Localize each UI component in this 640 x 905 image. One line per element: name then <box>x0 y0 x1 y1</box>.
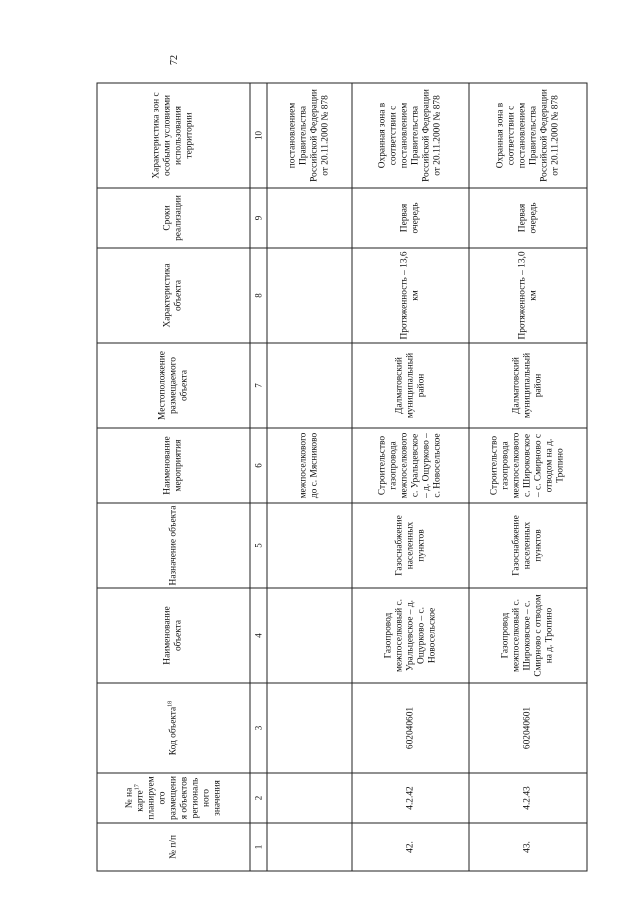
cell-map-number: 4.2.42 <box>352 773 469 823</box>
cell-purpose: Газоснабжение населенных пунктов <box>469 503 587 588</box>
cell-map-number <box>267 773 352 823</box>
column-number: 10 <box>250 83 267 188</box>
cell-location: Далматовский муниципальный район <box>469 343 587 428</box>
column-number: 4 <box>250 588 267 683</box>
cell-number: 42. <box>352 823 469 871</box>
cell-code <box>267 683 352 773</box>
column-number: 2 <box>250 773 267 823</box>
header-cell-3: Код объекта$^{18}$ <box>97 683 250 773</box>
cell-term <box>267 188 352 248</box>
column-number: 6 <box>250 428 267 503</box>
cell-location <box>267 343 352 428</box>
objects-table <box>97 83 588 872</box>
cell-name: Газопровод межпоселковый с. Уральцевское – д. Ощурково – с. Новосельское <box>352 588 469 683</box>
cell-code: 602040601 <box>352 683 469 773</box>
cell-zones: Охранная зона в соответствии с постановлением Правительства Российской Федерации от 20.11.2000 № 878 <box>352 83 469 188</box>
cell-term: Первая очередь <box>469 188 587 248</box>
cell-characteristic: Протяженность – 13,0 км <box>469 248 587 343</box>
cell-number <box>267 823 352 871</box>
table-wrap <box>97 84 572 872</box>
cell-measure: Строительство газопровода межпоселкового с. Уральцевское – д. Ощурково – с. Новосельское <box>352 428 469 503</box>
header-cell-8: Характеристика объекта <box>97 248 250 343</box>
header-cell-7: Местоположение размещаемого объекта <box>97 343 250 428</box>
cell-purpose <box>267 503 352 588</box>
header-cell-1: № п/п <box>97 823 250 871</box>
cell-measure: межпоселкового до с. Мясниково <box>267 428 352 503</box>
header-cell-10: Характеристика зон с особыми условиями использования территории <box>97 83 250 188</box>
column-number: 8 <box>250 248 267 343</box>
column-number: 9 <box>250 188 267 248</box>
column-number-row <box>250 83 267 871</box>
header-row <box>97 83 250 871</box>
column-number: 3 <box>250 683 267 773</box>
header-cell-4: Наименование объекта <box>97 588 250 683</box>
header-cell-6: Наименование мероприятия <box>97 428 250 503</box>
header-cell-9: Сроки реализации <box>97 188 250 248</box>
cell-term: Первая очередь <box>352 188 469 248</box>
table-row <box>352 83 469 871</box>
cell-name <box>267 588 352 683</box>
cell-location: Далматовский муниципальный район <box>352 343 469 428</box>
cell-number: 43. <box>469 823 587 871</box>
table-row <box>267 83 352 871</box>
cell-name: Газопровод межпоселковый с. Широковское – с. Смирново с отводом на д. Тропино <box>469 588 587 683</box>
cell-zones: постановлением Правительства Российской Федерации от 20.11.2000 № 878 <box>267 83 352 188</box>
column-number: 7 <box>250 343 267 428</box>
header-cell-5: Назначение объекта <box>97 503 250 588</box>
cell-zones: Охранная зона в соответствии с постановлением Правительства Российской Федерации от 20.11.2000 № 878 <box>469 83 587 188</box>
cell-purpose: Газоснабжение населенных пунктов <box>352 503 469 588</box>
page-number: 72 <box>169 55 180 65</box>
table-row <box>469 83 587 871</box>
cell-map-number: 4.2.43 <box>469 773 587 823</box>
cell-code: 602040601 <box>469 683 587 773</box>
column-number: 5 <box>250 503 267 588</box>
column-number: 1 <box>250 823 267 871</box>
header-cell-2: № на карте$^{17}$ планируемого размещения объектов регионального значения <box>97 773 250 823</box>
cell-measure: Строительство газопровода межпоселкового с. Широковское – с. Смирново с отводом на д. Тропино <box>469 428 587 503</box>
cell-characteristic: Протяженность – 13,6 км <box>352 248 469 343</box>
cell-characteristic <box>267 248 352 343</box>
